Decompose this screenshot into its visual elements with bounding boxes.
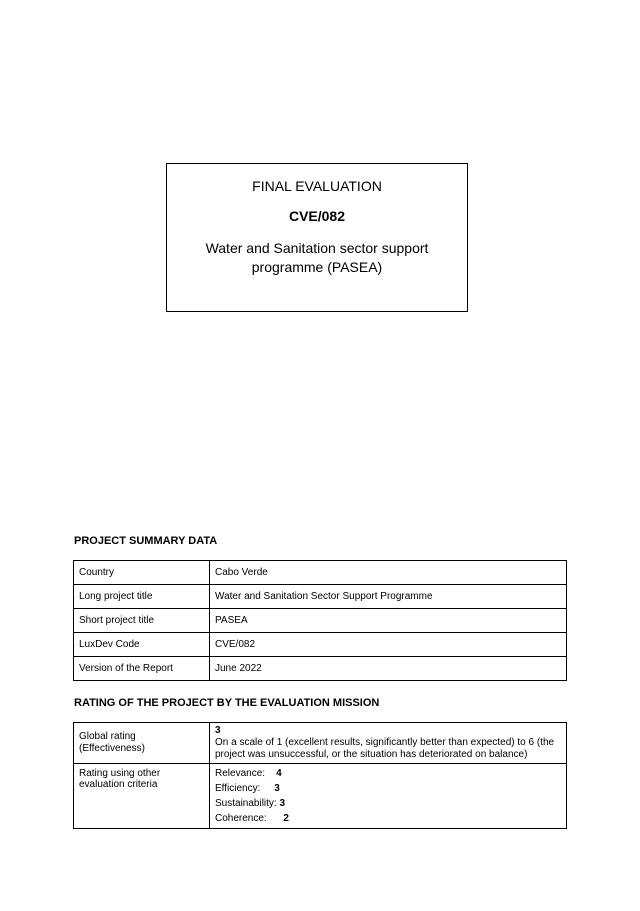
cover-title-box <box>166 163 468 312</box>
criterion-coherence: Coherence: 2 <box>215 813 289 824</box>
report-type-title: FINAL EVALUATION <box>252 178 382 194</box>
table-row <box>74 633 567 657</box>
rating-heading: RATING OF THE PROJECT BY THE EVALUATION MISSION <box>74 697 380 709</box>
row-value: Water and Sanitation Sector Support Programme <box>210 585 567 609</box>
table-row <box>74 657 567 681</box>
row-value: PASEA <box>210 609 567 633</box>
row-value: CVE/082 <box>210 633 567 657</box>
global-rating-label: Global rating (Effectiveness) <box>74 723 210 764</box>
table-row <box>74 585 567 609</box>
global-rating-scale: On a scale of 1 (excellent results, significantly better than expected) to 6 (the project was unsuccessful, or the situation has deteriorated on balance) <box>215 737 555 760</box>
row-label: Version of the Report <box>74 657 210 681</box>
table-row <box>74 723 567 764</box>
other-criteria-label: Rating using other evaluation criteria <box>74 764 210 829</box>
criteria-cell <box>210 764 567 829</box>
row-value: Cabo Verde <box>210 561 567 585</box>
row-value: June 2022 <box>210 657 567 681</box>
row-label: Long project title <box>74 585 210 609</box>
criterion-sustainability: Sustainability: 3 <box>215 798 286 809</box>
criterion-efficiency: Efficiency: 3 <box>215 783 280 794</box>
row-label: Country <box>74 561 210 585</box>
row-label: LuxDev Code <box>74 633 210 657</box>
criterion-relevance: Relevance: 4 <box>215 768 282 779</box>
table-row <box>74 609 567 633</box>
row-label: Short project title <box>74 609 210 633</box>
global-rating-cell <box>210 723 567 764</box>
global-rating-value: 3 <box>215 725 221 736</box>
rating-table <box>73 722 567 829</box>
project-name-title: Water and Sanitation sector support programme (PASEA) <box>205 240 429 275</box>
project-code-title: CVE/082 <box>288 208 346 224</box>
table-row <box>74 764 567 829</box>
table-row <box>74 561 567 585</box>
summary-table <box>73 560 567 681</box>
summary-heading: PROJECT SUMMARY DATA <box>74 535 218 547</box>
